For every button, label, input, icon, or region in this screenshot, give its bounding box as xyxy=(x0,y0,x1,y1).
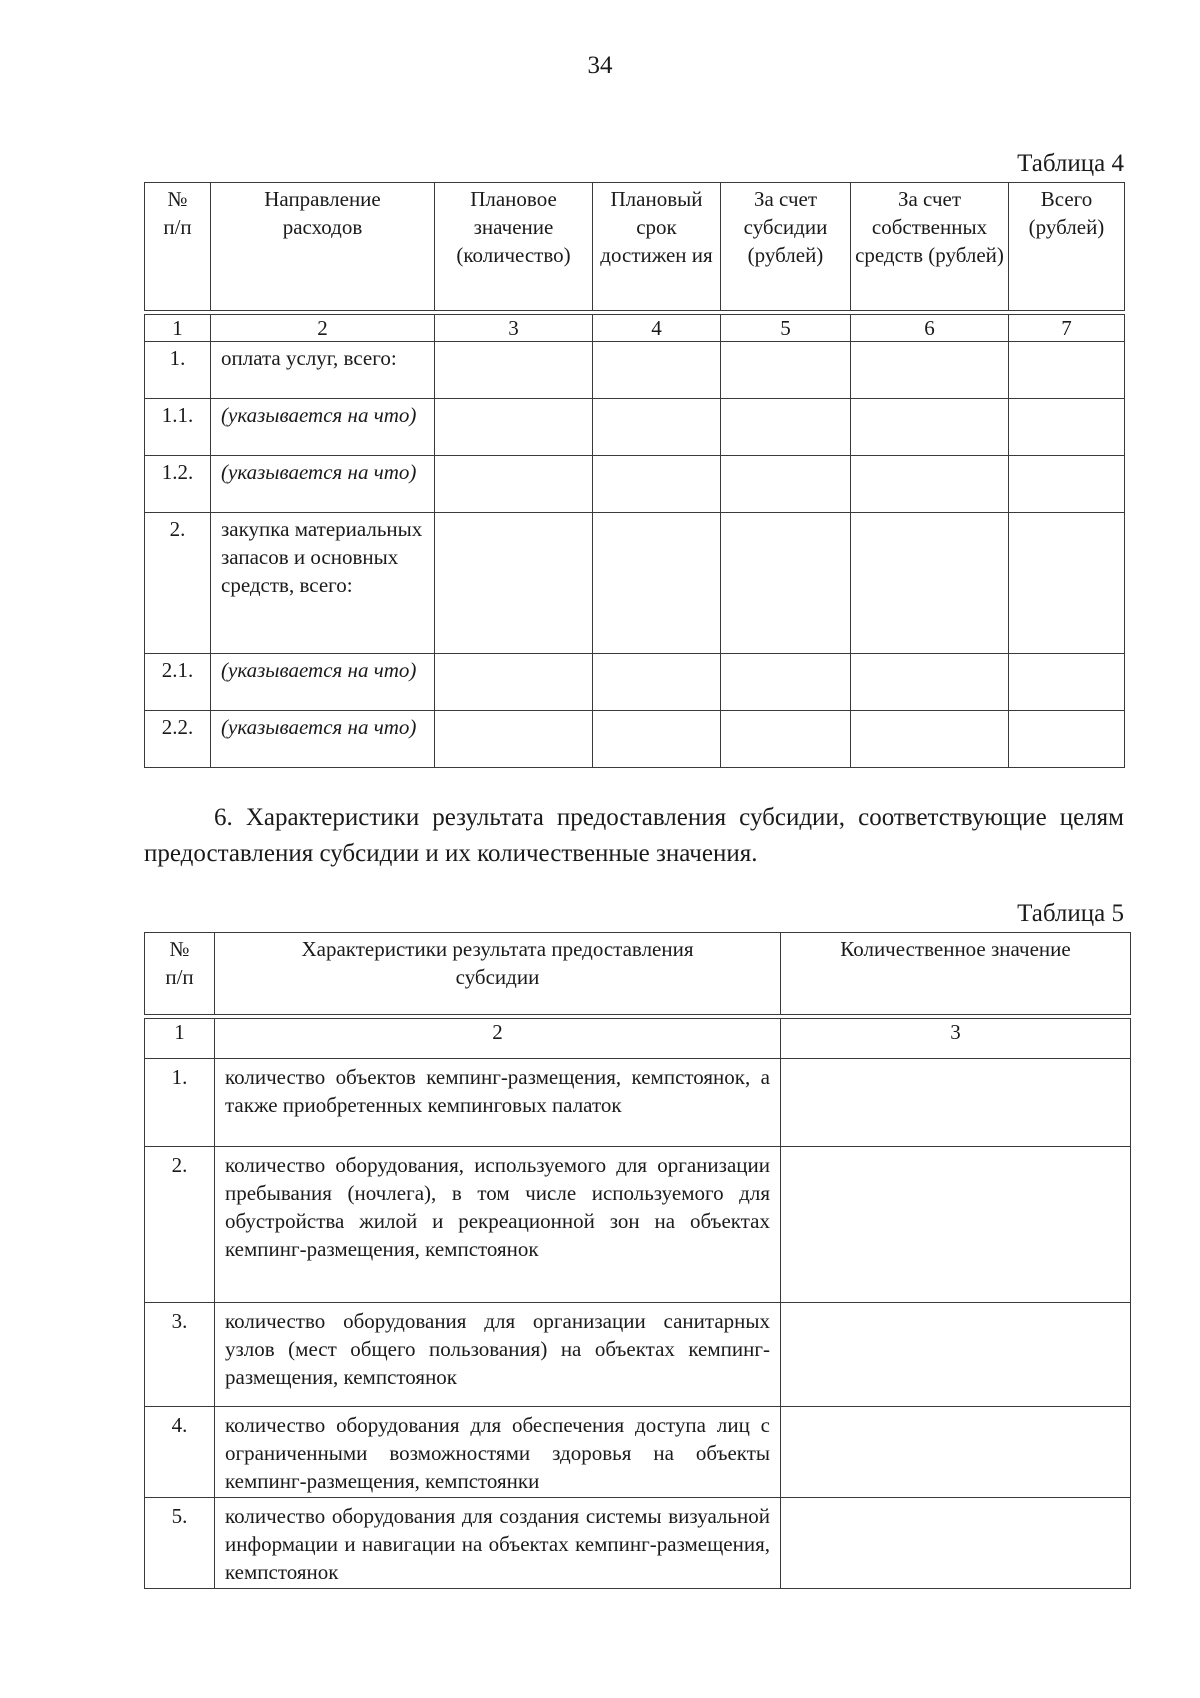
table-row xyxy=(145,711,1125,768)
expense-name: (указывается на что) xyxy=(211,654,435,711)
empty-cell xyxy=(593,654,721,711)
table-row xyxy=(145,1059,1131,1147)
empty-cell xyxy=(721,513,851,654)
row-number: 1.1. xyxy=(145,399,211,456)
table5-header-row xyxy=(145,933,1131,1015)
expense-name: закупка материальных запасов и основных средств, всего: xyxy=(211,513,435,654)
table4-colnum: 7 xyxy=(1009,315,1125,342)
row-number: 5. xyxy=(145,1498,215,1589)
empty-cell xyxy=(851,654,1009,711)
row-number: 2. xyxy=(145,513,211,654)
characteristic-text: количество объектов кемпинг-размещения, кемпстоянок, а также приобретенных кемпинговых палаток xyxy=(215,1059,781,1147)
empty-cell xyxy=(435,711,593,768)
quantity-cell xyxy=(781,1498,1131,1589)
empty-cell xyxy=(435,456,593,513)
table4-header-row xyxy=(145,183,1125,311)
table4-header-direction: Направление расходов xyxy=(211,183,435,311)
expense-name: (указывается на что) xyxy=(211,399,435,456)
expense-name: (указывается на что) xyxy=(211,711,435,768)
characteristic-text: количество оборудования для организации санитарных узлов (мест общего пользования) на объектах кемпинг-размещения, кемпстоянок xyxy=(215,1303,781,1407)
row-number: 1.2. xyxy=(145,456,211,513)
table4-header-planned-value: Плановое значение (количество) xyxy=(435,183,593,311)
table4-colnum: 4 xyxy=(593,315,721,342)
row-number: 3. xyxy=(145,1303,215,1407)
empty-cell xyxy=(435,513,593,654)
table4-colnum: 2 xyxy=(211,315,435,342)
quantity-cell xyxy=(781,1407,1131,1498)
empty-cell xyxy=(851,342,1009,399)
empty-cell xyxy=(435,342,593,399)
table5-header-num: № п/п xyxy=(145,933,215,1015)
empty-cell xyxy=(435,399,593,456)
table-row xyxy=(145,456,1125,513)
empty-cell xyxy=(851,711,1009,768)
table-row xyxy=(145,399,1125,456)
characteristic-text: количество оборудования для создания системы визуальной информации и навигации на объектах кемпинг-размещения, кемпстоянок xyxy=(215,1498,781,1589)
empty-cell xyxy=(1009,513,1125,654)
table5-header-quantity: Количественное значение xyxy=(781,933,1131,1015)
table4-header-own-funds: За счет собственных средств (рублей) xyxy=(851,183,1009,311)
row-number: 1. xyxy=(145,342,211,399)
table4-header-planned-term: Плановый срок достижен ия xyxy=(593,183,721,311)
empty-cell xyxy=(721,342,851,399)
table4-caption: Таблица 4 xyxy=(1017,150,1124,177)
empty-cell xyxy=(721,711,851,768)
expense-name: (указывается на что) xyxy=(211,456,435,513)
table-row xyxy=(145,1498,1131,1589)
table-row xyxy=(145,1147,1131,1303)
table4-header-subsidy: За счет субсидии (рублей) xyxy=(721,183,851,311)
table5 xyxy=(144,932,1131,1589)
table5-column-numbers xyxy=(145,1019,1131,1059)
table5-colnum: 2 xyxy=(215,1019,781,1059)
empty-cell xyxy=(851,513,1009,654)
table5-header-characteristics: Характеристики результата предоставления субсидии xyxy=(215,933,781,1015)
row-number: 2.1. xyxy=(145,654,211,711)
table-row xyxy=(145,342,1125,399)
empty-cell xyxy=(851,456,1009,513)
empty-cell xyxy=(435,654,593,711)
quantity-cell xyxy=(781,1147,1131,1303)
table-row xyxy=(145,513,1125,654)
empty-cell xyxy=(721,654,851,711)
quantity-cell xyxy=(781,1303,1131,1407)
characteristic-text: количество оборудования, используемого для организации пребывания (ночлега), в том числе используемого для обустройства жилой и рекреационной зон на объектах кемпинг-размещения, кемпстоянок xyxy=(215,1147,781,1303)
table4-colnum: 3 xyxy=(435,315,593,342)
page-number: 34 xyxy=(587,52,613,79)
empty-cell xyxy=(593,342,721,399)
table-row xyxy=(145,1407,1131,1498)
empty-cell xyxy=(593,711,721,768)
table4-colnum: 1 xyxy=(145,315,211,342)
characteristic-text: количество оборудования для обеспечения доступа лиц с ограниченными возможностями здоровья на объекты кемпинг-размещения, кемпстоянки xyxy=(215,1407,781,1498)
expense-name: оплата услуг, всего: xyxy=(211,342,435,399)
table4-column-numbers xyxy=(145,315,1125,342)
empty-cell xyxy=(721,399,851,456)
empty-cell xyxy=(593,456,721,513)
row-number: 1. xyxy=(145,1059,215,1147)
empty-cell xyxy=(1009,342,1125,399)
table-row xyxy=(145,1303,1131,1407)
table5-colnum: 3 xyxy=(781,1019,1131,1059)
table5-colnum: 1 xyxy=(145,1019,215,1059)
empty-cell xyxy=(593,513,721,654)
row-number: 2.2. xyxy=(145,711,211,768)
table4 xyxy=(144,182,1125,768)
empty-cell xyxy=(1009,654,1125,711)
table-row xyxy=(145,654,1125,711)
empty-cell xyxy=(1009,711,1125,768)
table4-header-total: Всего (рублей) xyxy=(1009,183,1125,311)
section6-paragraph: 6. Характеристики результата предоставления субсидии, соответствующие целям предоставления субсидии и их количественные значения. xyxy=(144,804,1124,867)
empty-cell xyxy=(593,399,721,456)
empty-cell xyxy=(851,399,1009,456)
table4-header-num: № п/п xyxy=(145,183,211,311)
table5-caption: Таблица 5 xyxy=(1017,900,1124,927)
empty-cell xyxy=(1009,399,1125,456)
table4-colnum: 5 xyxy=(721,315,851,342)
row-number: 4. xyxy=(145,1407,215,1498)
quantity-cell xyxy=(781,1059,1131,1147)
table4-colnum: 6 xyxy=(851,315,1009,342)
row-number: 2. xyxy=(145,1147,215,1303)
empty-cell xyxy=(721,456,851,513)
empty-cell xyxy=(1009,456,1125,513)
